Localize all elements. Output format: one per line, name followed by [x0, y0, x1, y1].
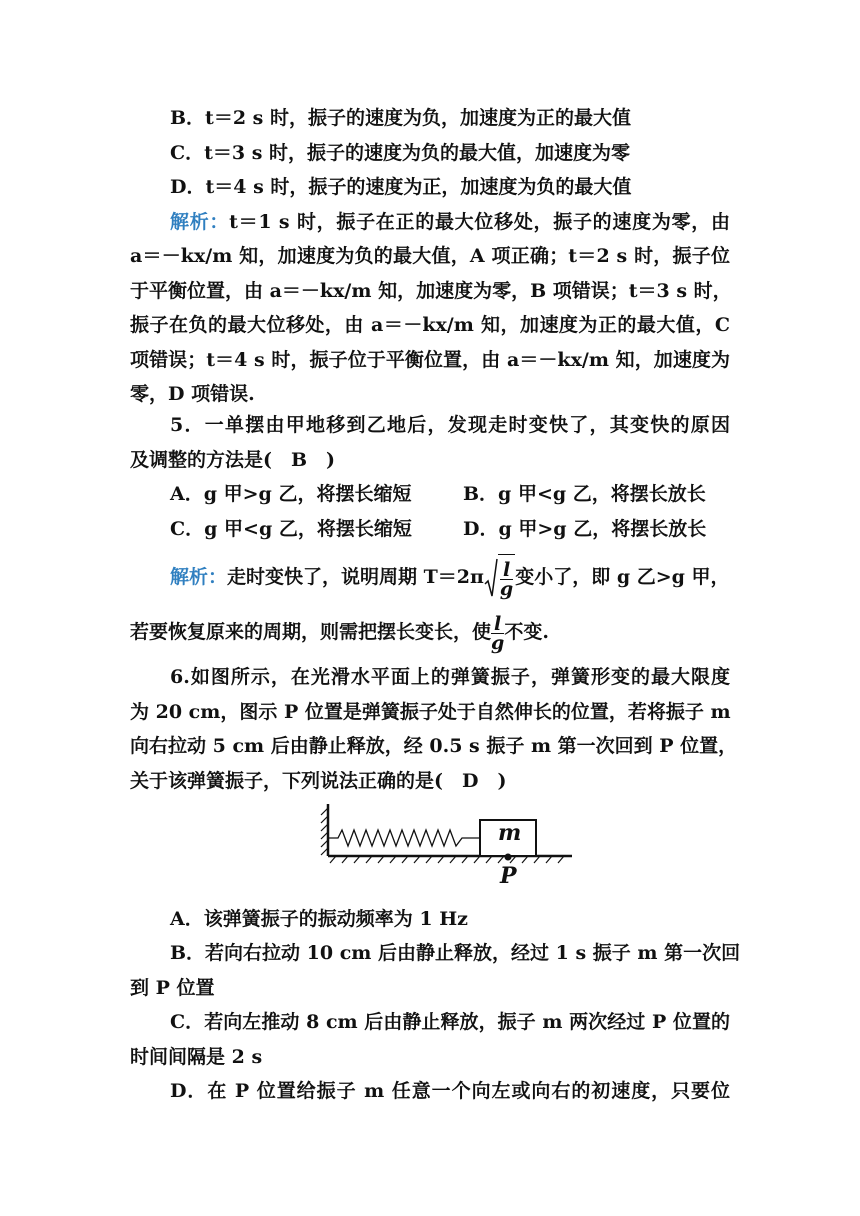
q5-analysis-text-2: 变小了，即 g 乙>g 甲，	[515, 566, 730, 588]
q5-option-d: D．g 甲>g 乙，将摆长放长	[463, 518, 707, 540]
q4-analysis-line-6: 零，D 项错误.	[130, 383, 255, 405]
q6-option-b-line-1: B．若向右拉动 10 cm 后由静止释放，经过 1 s 振子 m 第一次回	[170, 942, 741, 964]
mass-label: m	[498, 820, 522, 846]
fraction-l-over-g-2	[491, 612, 505, 654]
q6-stem-line-1: 6.如图所示，在光滑水平面上的弹簧振子，弹簧形变的最大限度	[170, 666, 730, 688]
q6-stem-line-2: 为 20 cm，图示 P 位置是弹簧振子处于自然伸长的位置，若将振子 m	[130, 701, 731, 723]
q4-analysis-text: t＝1 s 时，振子在正的最大位移处，振子的速度为零，由	[229, 211, 730, 233]
fraction-denominator: g	[491, 631, 505, 654]
q6-option-c-line-2: 时间间隔是 2 s	[130, 1046, 263, 1068]
q4-option-c: C．t＝3 s 时，振子的速度为负的最大值，加速度为零	[170, 142, 631, 164]
q4-analysis-line-5: 项错误；t＝4 s 时，振子位于平衡位置，由 a＝－kx/m 知，加速度为	[130, 349, 730, 371]
fraction-numerator: l	[500, 561, 513, 580]
q5-analysis-text: 走时变快了，说明周期 T＝2π	[227, 566, 484, 588]
q5-option-b: B．g 甲<g 乙，将摆长放长	[463, 483, 706, 505]
point-p-label: P	[500, 863, 517, 889]
analysis-label: 解析：	[170, 211, 230, 233]
q6-stem-line-3: 向右拉动 5 cm 后由静止释放，经 0.5 s 振子 m 第一次回到 P 位置，	[130, 735, 738, 757]
q4-option-b: B．t＝2 s 时，振子的速度为负，加速度为正的最大值	[170, 107, 631, 129]
spring-diagram	[318, 800, 580, 892]
q4-analysis-line-1	[170, 210, 730, 234]
q5-analysis-line-2	[130, 608, 730, 656]
analysis-label: 解析：	[170, 566, 228, 588]
q5-analysis-text-3: 若要恢复原来的周期，则需把摆长变长，使	[130, 621, 492, 643]
q4-analysis-line-2: a＝－kx/m 知，加速度为负的最大值，A 项正确；t＝2 s 时，振子位	[130, 245, 730, 267]
q4-option-d: D．t＝4 s 时，振子的速度为正，加速度为负的最大值	[170, 176, 632, 198]
fraction-numerator: l	[491, 615, 504, 634]
q6-option-c-line-1: C．若向左推动 8 cm 后由静止释放，振子 m 两次经过 P 位置的	[170, 1011, 730, 1033]
q6-option-d-line-1: D．在 P 位置给振子 m 任意一个向左或向右的初速度，只要位	[170, 1080, 730, 1102]
fraction-denominator: g	[499, 578, 514, 600]
q6-stem-line-4: 关于该弹簧振子，下列说法正确的是( D )	[130, 770, 507, 792]
sqrt-symbol	[484, 554, 515, 603]
q5-option-a: A．g 甲>g 乙，将摆长缩短	[170, 483, 412, 505]
q4-analysis-line-4: 振子在负的最大位移处，由 a＝－kx/m 知，加速度为正的最大值，C	[130, 314, 730, 336]
spring-oscillator-figure	[318, 800, 580, 892]
q6-option-a: A．该弹簧振子的振动频率为 1 Hz	[170, 908, 468, 930]
q5-analysis-text-4: 不变.	[504, 621, 549, 643]
fraction-l-over-g	[500, 561, 513, 598]
q4-analysis-line-3: 于平衡位置，由 a＝－kx/m 知，加速度为零，B 项错误；t＝3 s 时，	[130, 280, 732, 302]
q5-stem-line-1: 5．一单摆由甲地移到乙地后，发现走时变快了，其变快的原因	[170, 414, 730, 436]
q6-option-b-line-2: 到 P 位置	[130, 977, 215, 999]
q5-stem-line-2: 及调整的方法是( B )	[130, 449, 336, 471]
q5-analysis-line-1	[170, 553, 730, 601]
q5-option-c: C．g 甲<g 乙，将摆长缩短	[170, 518, 412, 540]
